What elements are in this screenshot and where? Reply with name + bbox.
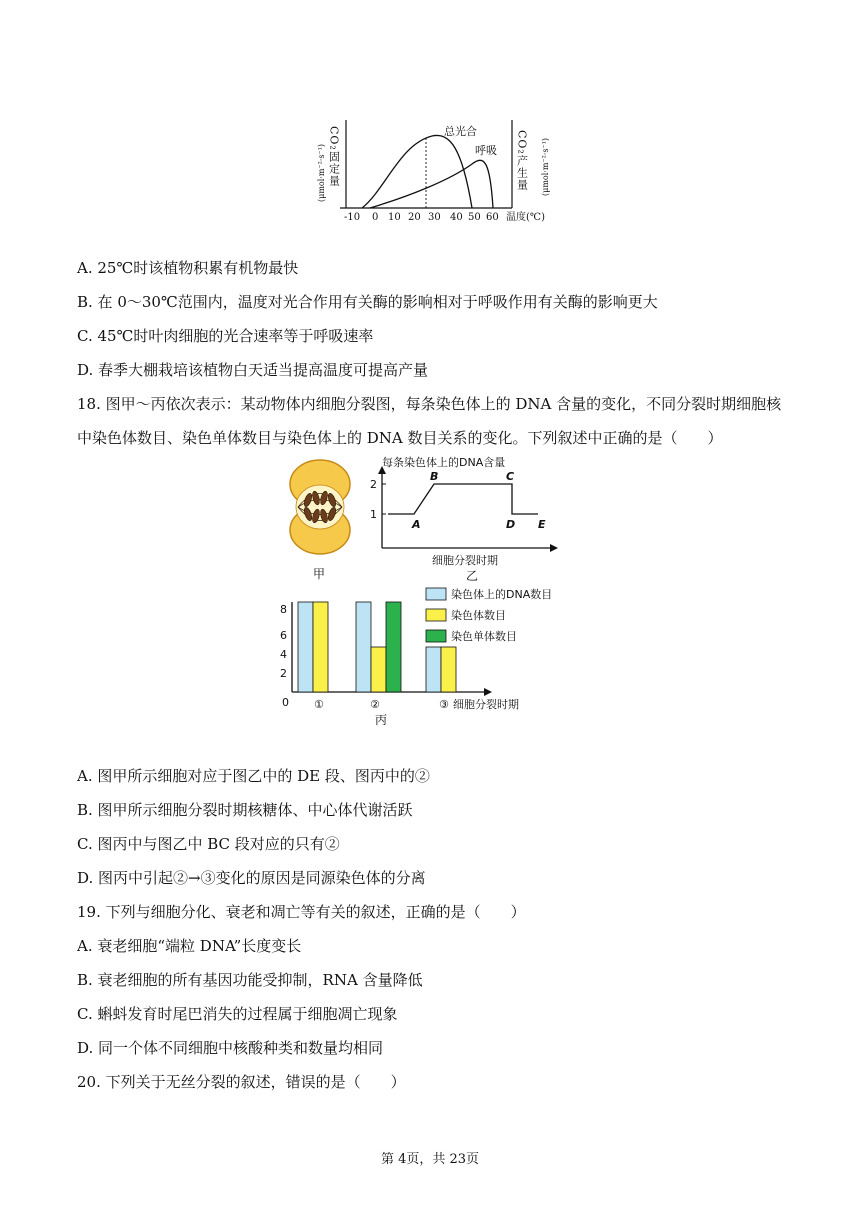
y-tick: 2 bbox=[370, 478, 377, 491]
point-label-c: C bbox=[506, 470, 515, 483]
curve-label-total: 总光合 bbox=[444, 125, 477, 138]
curve-label-resp: 呼吸 bbox=[475, 144, 497, 157]
bar-chromatid bbox=[386, 602, 401, 692]
temperature-chart bbox=[300, 100, 570, 226]
dna-content-line bbox=[388, 484, 538, 514]
legend-label-dna: 染色体上的DNA数目 bbox=[451, 588, 553, 601]
fig-yi-x-label: 细胞分裂时期 bbox=[432, 554, 498, 567]
q19-option-c: C. 蝌蚪发育时尾巴消失的过程属于细胞凋亡现象 bbox=[77, 1005, 398, 1023]
fig-jia-cell bbox=[280, 456, 360, 584]
q17-option-d: D. 春季大棚栽培该植物白天适当提高温度可提高产量 bbox=[77, 361, 429, 379]
y-tick: 8 bbox=[280, 603, 287, 616]
bar-dna bbox=[426, 647, 441, 692]
legend-label-chromatid: 染色单体数目 bbox=[451, 630, 517, 643]
fig-bing-bar-chart bbox=[276, 584, 576, 736]
page-footer: 第 4页，共 23页 bbox=[380, 1152, 480, 1167]
x-tick: 10 bbox=[388, 212, 401, 223]
x-tick: 20 bbox=[408, 212, 421, 223]
point-label-d: D bbox=[506, 518, 516, 531]
x-tick: 30 bbox=[428, 212, 441, 223]
group-label: ② bbox=[370, 698, 380, 711]
y-tick: 2 bbox=[280, 667, 287, 680]
fig-yi-title: 每条染色体上的DNA含量 bbox=[382, 456, 506, 469]
q19-stem: 19. 下列与细胞分化、衰老和凋亡等有关的叙述，正确的是（ ） bbox=[77, 903, 526, 921]
q17-option-b: B. 在 0～30℃范围内，温度对光合作用有关酶的影响相对于呼吸作用有关酶的影响更大 bbox=[77, 293, 658, 311]
right-axis-label: CO₂产生量 bbox=[515, 130, 529, 191]
fig-jia-caption: 甲 bbox=[313, 567, 326, 581]
q19-option-d: D. 同一个体不同细胞中核酸种类和数量均相同 bbox=[77, 1039, 384, 1057]
y-tick: 0 bbox=[282, 696, 289, 709]
left-axis-unit: (μmol·m⁻²·s⁻¹) bbox=[317, 143, 326, 202]
x-tick: 40 bbox=[450, 212, 463, 223]
fig-yi-line-chart bbox=[366, 452, 560, 584]
point-label-e: E bbox=[538, 518, 546, 531]
x-tick: 60 bbox=[486, 212, 499, 223]
bar-dna bbox=[356, 602, 371, 692]
legend-label-chromosome: 染色体数目 bbox=[451, 609, 506, 622]
left-axis-label: CO₂固定量 bbox=[327, 126, 341, 187]
right-axis-unit: (μmol·m⁻²·s⁻¹) bbox=[541, 137, 550, 196]
respiration-curve bbox=[370, 160, 493, 208]
q19-option-a: A. 衰老细胞“端粒 DNA”长度变长 bbox=[77, 937, 302, 955]
bar-chromosome bbox=[441, 647, 456, 692]
point-label-b: B bbox=[430, 470, 439, 483]
bar-chromosome bbox=[313, 602, 328, 692]
group-label: ① bbox=[314, 698, 324, 711]
x-tick: 0 bbox=[372, 212, 379, 223]
fig-yi-caption: 乙 bbox=[466, 569, 479, 583]
q18-option-d: D. 图丙中引起②→③变化的原因是同源染色体的分离 bbox=[77, 869, 426, 887]
fig-bing-caption: 丙 bbox=[375, 713, 388, 727]
x-ticks bbox=[344, 212, 499, 223]
legend bbox=[426, 587, 552, 643]
q17-option-a: A. 25℃时该植物积累有机物最快 bbox=[77, 259, 299, 277]
q18-option-c: C. 图丙中与图乙中 BC 段对应的只有② bbox=[77, 835, 340, 853]
legend-swatch-chromatid bbox=[426, 630, 446, 642]
q18-stem-line1: 18. 图甲～丙依次表示：某动物体内细胞分裂图，每条染色体上的 DNA 含量的变化，不同分裂时期细胞核 bbox=[77, 395, 782, 413]
bar-chromosome bbox=[371, 647, 386, 692]
q19-option-b: B. 衰老细胞的所有基因功能受抑制，RNA 含量降低 bbox=[77, 971, 423, 989]
q18-option-a: A. 图甲所示细胞对应于图乙中的 DE 段、图丙中的② bbox=[77, 767, 430, 785]
legend-swatch-dna bbox=[426, 588, 446, 600]
legend-swatch-chromosome bbox=[426, 609, 446, 621]
q20-stem: 20. 下列关于无丝分裂的叙述，错误的是（ ） bbox=[77, 1073, 406, 1091]
q18-stem-line2: 中染色体数目、染色单体数目与染色体上的 DNA 数目关系的变化。下列叙述中正确的是（ ） bbox=[77, 429, 723, 447]
y-tick: 4 bbox=[280, 648, 287, 661]
group-label: ③ bbox=[439, 698, 449, 711]
point-label-a: A bbox=[412, 518, 421, 531]
x-tick: -10 bbox=[344, 212, 361, 223]
fig-bing-x-label: 细胞分裂时期 bbox=[453, 698, 519, 711]
total-photosynthesis-curve bbox=[362, 135, 472, 208]
y-tick: 6 bbox=[280, 629, 287, 642]
q18-option-b: B. 图甲所示细胞分裂时期核糖体、中心体代谢活跃 bbox=[77, 801, 413, 819]
y-tick: 1 bbox=[370, 508, 377, 521]
bar-dna bbox=[298, 602, 313, 692]
x-tick: 50 bbox=[468, 212, 481, 223]
q17-option-c: C. 45℃时叶肉细胞的光合速率等于呼吸速率 bbox=[77, 327, 374, 345]
x-axis-label: 温度(℃) bbox=[506, 212, 545, 223]
